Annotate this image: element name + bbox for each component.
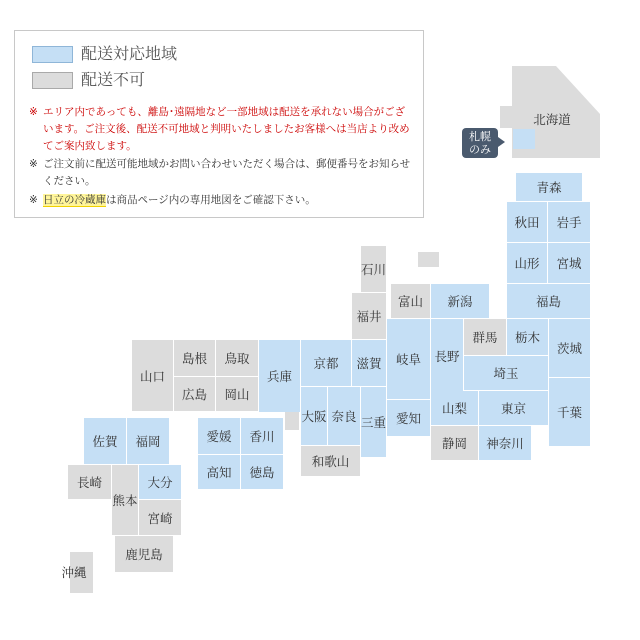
pref-yamaguchi: 山口 <box>132 340 173 411</box>
note-mark: ※ <box>29 106 38 118</box>
pref-hyogo: 兵庫 <box>259 340 300 412</box>
note-mark: ※ <box>29 158 38 170</box>
pref-fukui: 福井 <box>352 293 386 339</box>
note-hitachi <box>29 192 419 209</box>
note-remote-areas <box>29 104 419 155</box>
pref-saitama: 埼玉 <box>464 356 548 390</box>
pref-wakayama: 和歌山 <box>301 446 360 476</box>
pref-okinawa: 沖縄 <box>61 565 87 580</box>
pref-nagasaki: 長崎 <box>68 465 111 499</box>
pref-ibaraki: 茨城 <box>549 319 590 377</box>
pref-saga: 佐賀 <box>84 418 126 464</box>
pref-okayama: 岡山 <box>216 377 258 411</box>
pref-sapporo-area <box>513 129 535 149</box>
pref-akita: 秋田 <box>507 202 547 242</box>
sapporo-tag-line1: 札幌 <box>469 130 491 143</box>
pref-shiga: 滋賀 <box>352 340 386 386</box>
note-postal-code <box>29 156 419 190</box>
pref-iwate: 岩手 <box>548 202 590 242</box>
pref-kanagawa: 神奈川 <box>479 426 531 460</box>
pref-osaka: 大阪 <box>301 387 327 445</box>
pref-kumamoto: 熊本 <box>112 465 138 535</box>
pref-aichi: 愛知 <box>387 400 430 436</box>
pref-kyoto: 京都 <box>301 340 351 386</box>
pref-nara: 奈良 <box>328 387 360 445</box>
pref-kagoshima: 鹿児島 <box>115 536 173 572</box>
pref-mie: 三重 <box>361 387 386 457</box>
pref-toyama: 富山 <box>391 284 430 318</box>
pref-hiroshima: 広島 <box>174 377 215 411</box>
legend-swatch-available <box>32 46 73 63</box>
pref-gunma: 群馬 <box>464 319 506 355</box>
pref-fukushima: 福島 <box>507 284 590 318</box>
pref-ehime: 愛媛 <box>198 418 240 454</box>
pref-miyagi: 宮城 <box>548 243 590 283</box>
pref-miyazaki: 宮崎 <box>139 500 181 535</box>
pref-fukuoka: 福岡 <box>127 418 169 464</box>
pref-oita: 大分 <box>139 465 181 499</box>
note-hitachi-highlight: 日立の冷蔵庫 <box>43 194 106 206</box>
awaji-island <box>285 412 299 430</box>
pref-niigata: 新潟 <box>431 284 489 318</box>
pref-ishikawa: 石川 <box>361 246 386 292</box>
pref-tochigi: 栃木 <box>507 319 548 355</box>
legend-label-unavailable: 配送不可 <box>81 70 146 89</box>
note-hitachi-text: は商品ページ内の専用地図をご確認下さい。 <box>106 194 316 206</box>
pref-kagawa: 香川 <box>241 418 283 454</box>
pref-yamagata: 山形 <box>507 243 547 283</box>
note-remote-areas-text: エリア内であっても、離島･遠隔地など一部地域は配送を承れない場合がございます。ご注文後、配送不可地域と判明いたしましたお客様へは当店より改めてご案内致します。 <box>43 106 410 152</box>
pref-yamanashi: 山梨 <box>431 391 478 425</box>
pref-gifu: 岐阜 <box>387 319 430 399</box>
pref-kochi: 高知 <box>198 455 240 489</box>
pref-hokkaido: 北海道 <box>533 112 571 127</box>
note-postal-code-text: ご注文前に配送可能地域かお問い合わせいただく場合は、郵便番号をお知らせください。 <box>43 158 411 187</box>
sapporo-only-tag <box>462 128 498 158</box>
pref-tokyo: 東京 <box>479 391 548 425</box>
pref-shimane: 島根 <box>174 340 215 376</box>
pref-tottori: 鳥取 <box>216 340 258 376</box>
pref-tokushima: 徳島 <box>241 455 283 489</box>
pref-aomori: 青森 <box>516 173 582 201</box>
note-mark: ※ <box>29 194 38 206</box>
pref-shizuoka: 静岡 <box>431 426 478 460</box>
pref-nagano: 長野 <box>431 319 463 393</box>
legend-box <box>14 30 424 218</box>
pref-chiba: 千葉 <box>549 378 590 446</box>
legend-swatch-unavailable <box>32 72 73 89</box>
sado-island <box>418 252 439 267</box>
legend-label-available: 配送対応地域 <box>81 44 178 63</box>
sapporo-tag-line2: のみ <box>469 143 491 156</box>
